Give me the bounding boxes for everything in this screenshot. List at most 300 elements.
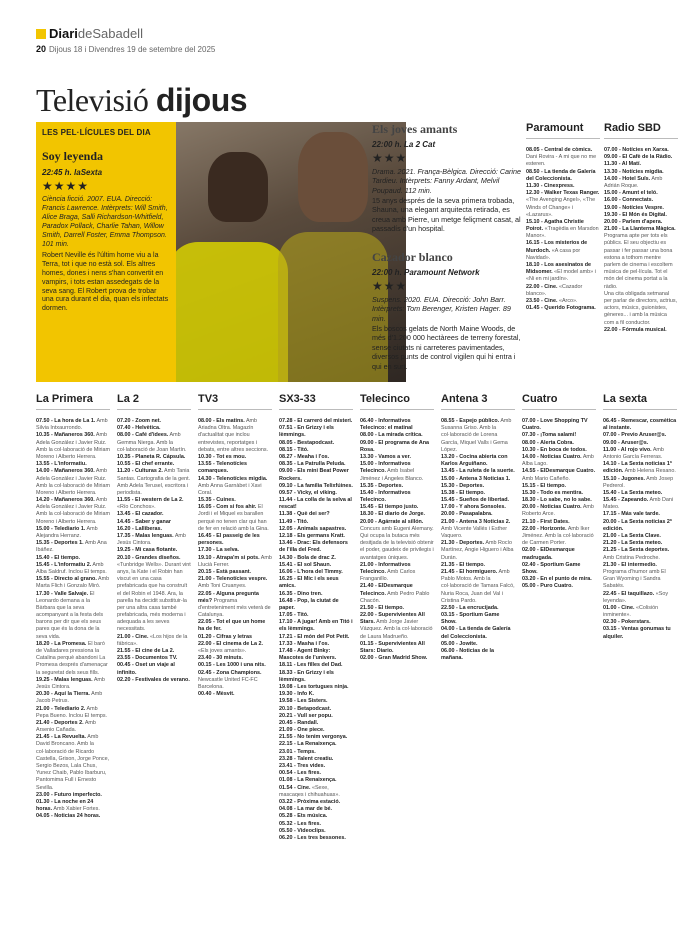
program-entry (279, 799, 353, 806)
program-entry (117, 519, 191, 526)
program-title: 01.15 - Supervivientes All Stars: Diario. (360, 640, 425, 654)
program-entry (279, 425, 353, 439)
program-title: 22.50 - La encrucijada. (441, 604, 499, 611)
program-title: 09.00 - Els mini Beat Power Rockers. (279, 468, 349, 482)
program-title: 21.00 - Telediario 2. (36, 705, 86, 712)
program-entry (117, 425, 191, 432)
program-title: 20.21 - Vull ser popu. (279, 712, 333, 719)
program-title: 09.00 - El programa de Ana Rosa. (360, 439, 430, 453)
program-desc: «Soy leyenda». (603, 590, 669, 604)
program-entry (526, 169, 600, 183)
film-title: Cazador blanco (372, 250, 453, 264)
program-entry (360, 483, 434, 490)
program-entry (441, 641, 515, 648)
program-entry (441, 490, 515, 497)
program-title: 19.25 - Malas lenguas. (36, 676, 93, 683)
program-title: 20.45 - Randall. (279, 719, 319, 726)
program-title: 15.41 - El sol Shaun. (279, 561, 332, 568)
program-title: 10.35 - Planeta R. Cápsula. (117, 453, 186, 460)
program-entry (604, 226, 678, 291)
program-title: 23.41 - Tres vides. (279, 763, 326, 769)
program-title: 05.32 - Les fires. (279, 820, 321, 827)
program-title: 14.20 - Mañaneros 360. (36, 497, 95, 504)
program-entry (279, 828, 353, 835)
program-desc: Amb Anna Garnàbet i Xavi Coral. (198, 482, 262, 496)
program-entry (279, 806, 353, 813)
program-title: 00.45 - Oset un viaje al infinito. (117, 662, 175, 676)
program-entry (36, 799, 110, 813)
program-title: 15.00 - Amunt el teló. (604, 190, 658, 197)
program-entry (604, 147, 678, 154)
program-desc: Amb Jesús Cintora. (117, 533, 186, 547)
program-entry (279, 468, 353, 482)
program-title: 20.00 - Noticias Cuatro. (522, 504, 582, 511)
program-entry (279, 555, 353, 562)
program-entry (279, 785, 353, 799)
program-title: 21.40 - ElDesmarque Telecinco. (360, 583, 413, 597)
program-title: 17.33 - Masha i l'os. (279, 640, 330, 647)
program-title: 08.05 - Central de còmics. (526, 147, 593, 153)
program-title: 13.20 - Cocina abierta con Karlos Arguiñano. (441, 453, 508, 468)
program-entry (522, 490, 596, 497)
program-title: 04.05 - Noticias 24 horas. (36, 813, 101, 820)
program-entry (198, 461, 272, 475)
program-title: 10.35 - Mañaneros 360. (36, 432, 95, 439)
section-title (36, 82, 247, 119)
program-entry (360, 461, 434, 483)
program-entry (360, 511, 434, 518)
program-entry (198, 655, 272, 662)
program-title: 08.27 - Meaha i l'os. (279, 453, 330, 460)
program-title: 13.46 - Drac: Els defensors de l'illa del Fred. (279, 540, 348, 554)
program-title: 09.10 - La família Telixfúines. (279, 482, 353, 489)
program-entry (279, 612, 353, 619)
program-title: 21.35 - El tiempo. (441, 561, 486, 568)
program-entry (279, 569, 353, 576)
program-desc: Amb Cristina Pedroche. (603, 554, 660, 561)
channel-column (522, 393, 596, 591)
program-title: 00.54 - Les fires. (279, 770, 321, 777)
program-entry (36, 576, 110, 590)
program-title: 11.38 - Què dei ser? (279, 511, 330, 518)
program-title: 17.48 - Agent Binky: Mascotes de l'univers. (279, 648, 337, 662)
program-desc: Amb Llucià Ferrer. (198, 554, 272, 568)
program-title: 14.55 - ElDesmarque Cuatro. (522, 468, 596, 475)
program-entry (526, 284, 600, 298)
program-title: 01.30 - La noche en 24 horas. (36, 798, 94, 813)
program-entry (603, 540, 677, 547)
program-desc: Amb Pablo Motos. Amb la col·laboració de Tamara Falcó, Nuria Roca, Juan del Val i Cristina Pardo. (441, 568, 515, 604)
program-title: 16.48 - Pop, la ciutat de paper. (279, 597, 339, 611)
program-title: 19.58 - Les Sisters. (279, 698, 328, 705)
program-desc: «Arco». (557, 297, 578, 304)
program-title: 19.30 - El Món és Digital. (604, 211, 667, 218)
program-entry (36, 526, 110, 540)
program-title: 15.30 - Todo es mentira. (522, 489, 584, 496)
featured-title: Soy leyenda (42, 149, 104, 163)
program-entry (522, 497, 596, 504)
page-header (36, 26, 676, 60)
program-title: 12.18 - Els germans Kratt. (279, 533, 345, 539)
program-entry (604, 190, 678, 197)
program-title: 08.00 - La mirada crítica. (360, 432, 423, 439)
program-title: 02.00 - Gran Madrid Show. (360, 655, 428, 662)
program-title: 18.33 - En Grizzy i els lèmmings. (279, 669, 334, 683)
program-title: 10.55 - El chef errante. (117, 461, 175, 468)
program-desc: Concurs amb Eugeni Alemany. Qui ocupa la butaca més desitjada de la televisió obtenir el poder, gaudeix de privilegis i avantatges úniques. (360, 525, 434, 561)
program-title: 09.57 - Vicky, el viking. (279, 489, 337, 496)
program-entry (441, 540, 515, 562)
program-title: 12.05 - Animals sapastres. (279, 525, 347, 532)
program-entry (198, 555, 272, 569)
program-title: 21.30 - El intermedio. (603, 561, 657, 568)
program-entry (360, 612, 434, 641)
program-title: 22.00 - Horizonte. (522, 525, 567, 532)
section-title-bold: dijous (155, 82, 248, 118)
program-desc: Una cita obligada setmanal per parlar de directors, actrius, actors, músics, guionistes, gèneres... i amb la música com a fil conductor. (604, 290, 678, 326)
film-card (372, 250, 522, 371)
program-entry (360, 504, 434, 511)
program-entry (526, 183, 600, 190)
program-entry (198, 591, 272, 620)
program-desc: Dani Rovira - A mi que no me esteren. (526, 154, 597, 168)
program-entry (603, 447, 677, 461)
program-entry (604, 169, 678, 176)
program-entry (279, 418, 353, 425)
program-title: 07.00 - Love Shopping TV Cuatro. (522, 418, 588, 432)
program-title: 21.45 - La Revuelta. (36, 734, 87, 741)
channel-name: Antena 3 (441, 393, 515, 410)
program-title: 14.00 - Mañaneros 360. (36, 468, 95, 475)
program-entry (36, 792, 110, 799)
program-title: 16.06 - L'hora del Timmy. (279, 568, 343, 575)
program-title: 22.05 - Alguna pregunta més? (198, 590, 259, 604)
program-entry (603, 519, 677, 533)
program-entry (198, 576, 272, 590)
program-title: 07.51 - En Grizzy i els lèmmings. (279, 425, 334, 439)
featured-schedule: 22:45 h. laSexta (42, 168, 103, 177)
program-desc: Amb Isabel Jiménez i Ángeles Blanco. (360, 468, 424, 482)
program-entry (36, 706, 110, 720)
program-title: 07.20 - Zoom net. (117, 418, 162, 424)
program-entry (279, 454, 353, 461)
program-entry (360, 583, 434, 605)
program-title: 21.45 - El hormiguero. (441, 568, 498, 575)
program-title: 17.00 - Y ahora Sonsoles. (441, 504, 506, 511)
program-entry (36, 562, 110, 576)
program-entry (279, 835, 353, 842)
program-entry (522, 468, 596, 482)
program-entry (522, 504, 596, 518)
program-title: 21.25 - La Sexta deportes. (603, 547, 670, 554)
program-title: 03.15 - Sportium Game Show. (441, 612, 500, 626)
program-entry (603, 626, 677, 640)
channel-column (117, 393, 191, 684)
program-list (604, 147, 678, 334)
program-entry (198, 533, 272, 547)
program-title: 20.00 - La Sexta noticias 2ª edición. (603, 518, 672, 532)
program-title: 05.00 - Jowite. (441, 640, 478, 647)
channel-name: Radio SBD (604, 122, 678, 139)
program-entry (279, 440, 353, 447)
program-desc: Amb Jacob Petrus. (36, 691, 103, 705)
program-entry (603, 432, 677, 439)
program-desc: Amb Xabier Fortes. (52, 806, 100, 813)
program-entry (526, 298, 600, 305)
program-title: 15.30 - Deportes. (441, 482, 485, 489)
newspaper-logo (36, 26, 676, 41)
program-title: 11.30 - Cinexpress. (526, 182, 575, 189)
program-title: 16.05 - Com si fos ahir. (198, 504, 257, 511)
program-entry (604, 219, 678, 226)
program-entry (279, 519, 353, 526)
program-title: 01.45 - Querido Fotograma. (526, 305, 596, 312)
program-entry (279, 756, 353, 763)
program-title: 17.15 - Más vale tarde. (603, 511, 660, 518)
program-title: 16.25 - El Mic i els seus amics. (279, 576, 339, 590)
program-entry (36, 418, 110, 432)
channel-name: La sexta (603, 393, 677, 410)
program-entry (360, 605, 434, 612)
film-card (372, 122, 522, 234)
program-title: 22.15 - La Renaixença. (279, 741, 337, 748)
photo-figure (168, 242, 288, 382)
program-desc: Amb Ana Ibáñez. (36, 540, 107, 554)
program-entry (279, 713, 353, 720)
program-title: 22.00 - El cinema de La 2. (198, 640, 264, 647)
program-entry (441, 569, 515, 605)
program-title: 14.30 - Bola de drac Z. (279, 554, 336, 561)
program-title: 11.00 - Al rojo vivo. (603, 446, 652, 453)
program-title: 21.00 - Telenotícies vespre. (198, 576, 268, 583)
channel-column (441, 393, 515, 662)
program-entry (279, 813, 353, 820)
program-entry (441, 468, 515, 475)
channel-name: La 2 (117, 393, 191, 410)
program-entry (198, 569, 272, 576)
program-desc: Amb Jorge Javier Vázquez. Amb la col·laboració de Laura Madrueño. (360, 619, 433, 640)
program-title: 21.00 - La Llanterna Màgica. (604, 226, 676, 233)
program-entry (36, 461, 110, 468)
program-list (360, 418, 434, 662)
program-title: 03.15 - Ventas gonumas tu alquiler. (603, 626, 671, 640)
program-title: 18.10 - Los asesinatos de Midsomer. (526, 262, 592, 276)
program-entry (117, 454, 191, 461)
program-entry (36, 641, 110, 677)
program-title: 14.30 - Telenotícies migdia. (198, 475, 268, 482)
program-title: 08.00 - Els matins. (198, 418, 245, 424)
program-entry (279, 576, 353, 590)
program-title: 08.05 - Bestapodcast. (279, 439, 335, 446)
program-title: 21.00 - Informativos Telecinco. (360, 561, 411, 575)
channel-name: Telecinco (360, 393, 434, 410)
program-entry (279, 562, 353, 569)
program-title: 19.08 - Les tortugues ninja. (279, 683, 349, 690)
program-entry (279, 526, 353, 533)
program-title: 11.20 - Culturas 2. (117, 468, 163, 475)
program-desc: Programa d'entreteniment més veterà de Catalunya. (198, 597, 271, 619)
issue-date: Dijous 18 i Divendres 19 de setembre del 2025 (49, 45, 216, 54)
page-number: 20 (36, 44, 47, 54)
program-entry (198, 619, 272, 633)
program-title: 17.21 - El món del Pot Petit. (279, 633, 350, 640)
program-entry (604, 327, 678, 334)
program-entry (279, 511, 353, 518)
program-entry (198, 454, 272, 461)
program-title: 15.38 - El tiempo. (441, 489, 486, 496)
program-title: 14.00 - Noticias Cuatro. (522, 453, 582, 460)
program-entry (526, 240, 600, 262)
program-title: 15.00 - Antena 3 Noticias 1. (441, 475, 511, 482)
program-desc: «Sexe, mascaqes i chihuahuas». (279, 784, 340, 798)
program-entry (117, 634, 191, 648)
program-entry (36, 813, 110, 820)
program-title: 15.45 - Zapeando. (603, 497, 649, 504)
featured-desc: Ciència ficció. 2007. EUA. Direcció: Francis Lawrence. Intèrprets: Will Smith, Alice Braga, Salli Richardson-Whitfield, Paradox Pollack, Charlie Tahan, Willow Smith, Darrell Foster, Emma Thompson. 101 min. (42, 196, 168, 248)
program-title: 15.35 - Cuines. (198, 497, 236, 504)
program-list (279, 418, 353, 842)
program-title: 23.40 - 30 minuts. (198, 655, 243, 662)
program-entry (441, 605, 515, 612)
program-title: 13.30 - Notícies migdia. (604, 168, 664, 175)
program-desc: Amb Iker Jiménez. Amb la col·laboració de Carmen Porter. (522, 525, 594, 547)
program-desc: Amb Arsenio Cañada. (36, 719, 96, 734)
program-title: 23.01 - Temps. (279, 748, 316, 755)
program-title: 20.00 - Pasapalabra. (441, 511, 493, 518)
program-desc: Amb Helena Resano. (623, 468, 676, 475)
program-entry (279, 619, 353, 633)
program-title: 05.00 - Puro Cuatro. (522, 583, 573, 590)
program-entry (279, 670, 353, 684)
program-desc: Amb Adela González i Javier Ruiz. Amb la col·laboració de Miriam Moreno i Alberto Herrera. (36, 497, 110, 525)
program-entry (279, 727, 353, 734)
program-title: 18.30 - Lo sabe, no lo sabe. (522, 497, 592, 504)
program-title: 15.40 - Informativos Telecinco. (360, 489, 411, 504)
program-list (526, 147, 600, 312)
program-entry (522, 418, 596, 432)
program-entry (117, 418, 191, 425)
program-desc: «The Avenging Angel», «The Winds of Change» i «Lazarus». (526, 197, 596, 218)
program-entry (36, 591, 110, 641)
program-entry (279, 741, 353, 748)
program-entry (279, 821, 353, 828)
program-desc: Amb Adrián Roque. (604, 175, 663, 189)
program-desc: El baró de Valladares pressiona la Catalina perquè abandoni La Promesa després d'amenaçar la seguretat dels seus fills. (36, 640, 108, 676)
program-title: 15.45 - El tiempo justo. (360, 504, 419, 511)
program-title: 02.30 - Pokerstars. (603, 619, 651, 626)
channel-name: Cuatro (522, 393, 596, 410)
program-desc: «Els joves amants». (198, 648, 247, 654)
program-desc: El Leonardo demana a la Bàrbara que la seva acompanyant a la festa dels barons per dir que els seus pares que és la dona de la seva vida. (36, 590, 104, 640)
program-title: 14.45 - Saber y ganar (117, 518, 171, 525)
program-entry (198, 691, 272, 698)
program-title: 15.35 - Deportes 1. (36, 540, 84, 547)
program-entry (279, 777, 353, 784)
program-title: 04.08 - La mar de bé. (279, 806, 333, 813)
program-entry (441, 562, 515, 569)
program-title: 17.35 - Malas lenguas. (117, 533, 174, 539)
program-entry (526, 219, 600, 241)
program-entry (279, 447, 353, 454)
program-entry (603, 591, 677, 605)
program-title: 18.30 - El diario de Jorge. (360, 511, 426, 518)
program-title: 15.00 - Telediario 1. (36, 525, 86, 532)
program-entry (603, 440, 677, 447)
program-title: 11.44 - La colla de la selva al rescat! (279, 497, 352, 511)
program-title: 23.55 - Documentos TV. (117, 655, 178, 662)
program-title: 08.00 - Alerta Cobra. (522, 439, 574, 446)
program-title: 20.10 - Grandes diseños. (117, 554, 181, 561)
program-desc: El Jordi i el Miquel es barallen perquè no tenen clar qui han de fer en relació amb la Gina. (198, 504, 269, 532)
program-entry (198, 504, 272, 533)
program-entry (441, 483, 515, 490)
program-entry (36, 691, 110, 705)
program-entry (526, 147, 600, 169)
program-title: 10.30 - En boca de todos. (522, 446, 587, 453)
film-synopsis: 15 anys després de la seva primera trobada, Shauna, una elegant arquitecta retirada, es creua amb Pierre, un metge feliçment casat, al passadís d'un hospital. (372, 196, 521, 234)
program-entry (36, 432, 110, 461)
program-list (522, 418, 596, 591)
program-title: 02.45 - Zona Champions. (198, 669, 262, 676)
program-entry (522, 432, 596, 439)
channel-column (279, 393, 353, 842)
program-desc: Amb Alba Lago. (522, 453, 594, 468)
program-entry (279, 598, 353, 612)
program-desc: Amb Vicente Vallés i Esther Vaquero. (441, 525, 508, 539)
program-title: 17.30 - La selva. (198, 547, 240, 554)
program-desc: Amb Rocío Martínez, Angie Higuero i Alba Durán. (441, 540, 514, 561)
program-entry (360, 655, 434, 662)
program-list (603, 418, 677, 641)
program-entry (360, 432, 434, 439)
program-entry (279, 634, 353, 641)
film-synopsis: Els boscos gelats de North Maine Woods, de més d'1.200 000 hectàrees de terreny forestal, sense ciutats ni carreteres pavimentades, diversos punts de control vigilen qui hi entra i qui en surt. (372, 324, 521, 371)
program-title: 09.00 - Aruser@s. (603, 439, 649, 446)
program-title: 18.11 - Les filles del Dad. (279, 662, 343, 669)
program-desc: Amb Carlos Franganillo. (360, 568, 416, 583)
logo-square-icon (36, 29, 46, 39)
featured-label: LES PEL·LÍCULES DEL DIA (42, 128, 151, 137)
program-entry (279, 490, 353, 497)
program-entry (279, 483, 353, 490)
program-desc: Amb Josep Pedrerol. (603, 475, 674, 489)
program-title: 02.40 - Sportium Game Show. (522, 561, 581, 575)
section-title-light: Televisió (36, 82, 156, 118)
program-entry (360, 454, 434, 461)
program-title: 21.10 - First Dates. (522, 518, 570, 525)
program-title: 07.00 - Previo Aruser@s. (603, 432, 667, 439)
program-title: 03.22 - Pròxima estació. (279, 798, 341, 805)
program-title: 06.45 - Remescar, cosmètica al instante. (603, 418, 677, 432)
program-entry (360, 440, 434, 454)
program-entry (279, 763, 353, 770)
program-entry (279, 720, 353, 727)
program-title: 21.55 - No tenim vergonya. (279, 734, 348, 741)
program-title: 18.20 - La Promesa. (36, 640, 87, 647)
program-entry (522, 440, 596, 447)
program-entry (441, 497, 515, 504)
program-title: 13.55 - Telenotícies comarques. (198, 461, 248, 475)
program-title: 22.00 - Cine. (526, 283, 558, 290)
program-desc: Amb Pedro Pablo Chacón. (360, 590, 430, 604)
program-title: 06.20 - Les tres bessones. (279, 834, 346, 841)
program-entry (279, 691, 353, 698)
program-title: 23.00 - Futuro imperfecto. (36, 791, 102, 798)
program-title: 01.08 - La Renaixença. (279, 777, 337, 784)
program-entry (604, 176, 678, 190)
program-entry (603, 547, 677, 561)
program-title: 17.10 - A jugar! Amb en Titó i els lèmmings. (279, 619, 353, 633)
